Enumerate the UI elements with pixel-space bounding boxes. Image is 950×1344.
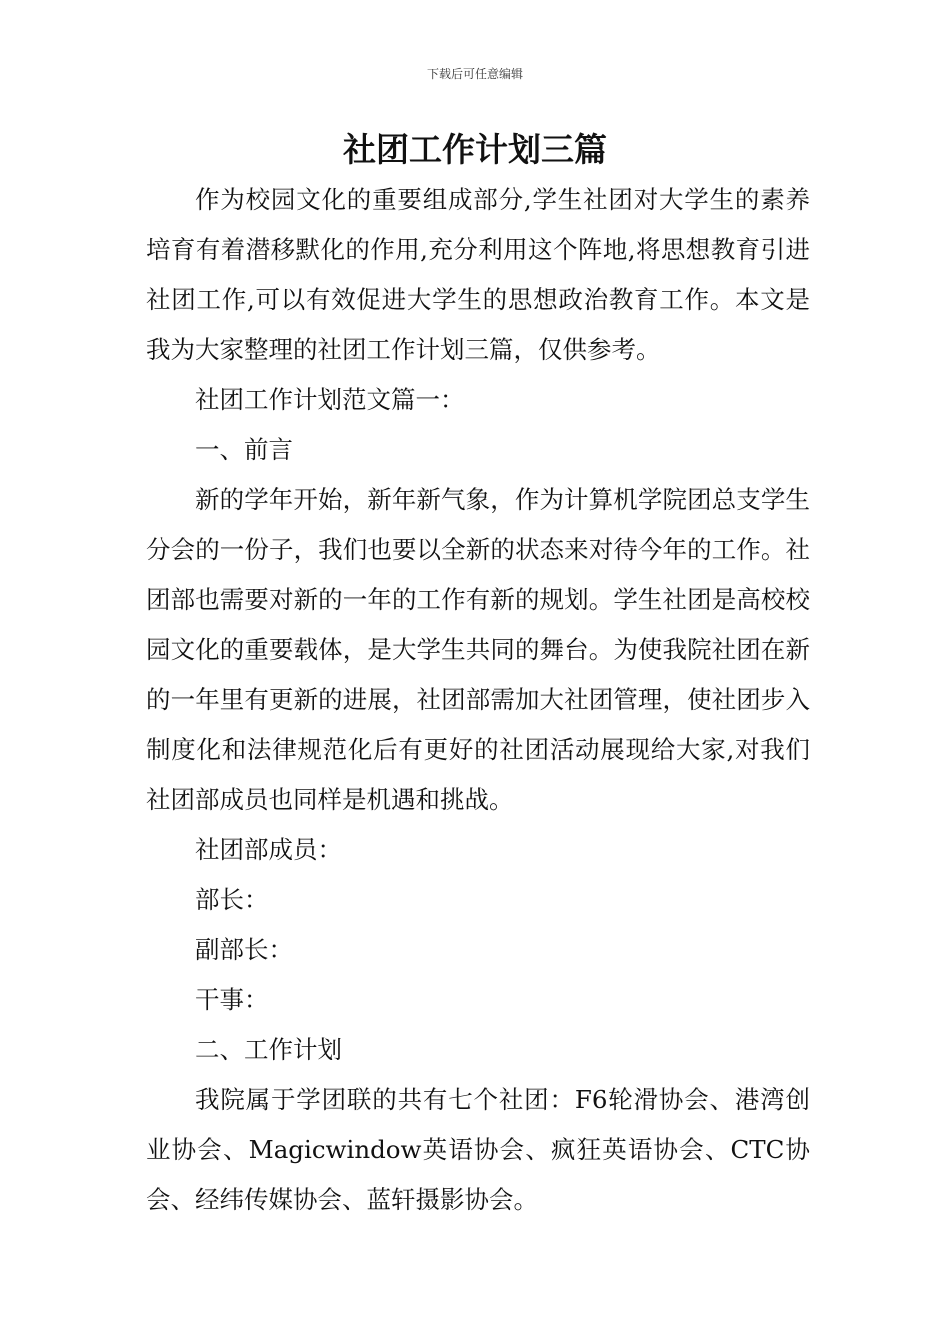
document-title: 社团工作计划三篇 xyxy=(343,130,607,169)
paragraph-clubs: 我院属于学团联的共有七个社团：F6轮滑协会、港湾创业协会、Magicwindow英语协会、疯狂英语协会、CTC协会、经纬传媒协会、蓝轩摄影协会。 xyxy=(146,1085,810,1214)
document-body xyxy=(146,175,810,1225)
paragraph-intro: 作为校园文化的重要组成部分,学生社团对大学生的素养培育有着潜移默化的作用,充分利用这个阵地,将思想教育引进社团工作,可以有效促进大学生的思想政治教育工作。本文是我为大家整理的社团工作计划三篇，仅供参考。 xyxy=(146,185,810,364)
paragraph-section-label: 社团工作计划范文篇一： xyxy=(195,385,465,414)
paragraph-preface: 新的学年开始，新年新气象，作为计算机学院团总支学生分会的一份子，我们也要以全新的状态来对待今年的工作。社团部也需要对新的一年的工作有新的规划。学生社团是高校校园文化的重要载体，是大学生共同的舞台。为使我院社团在新的一年里有更新的进展，社团部需加大社团管理，使社团步入制度化和法律规范化后有更好的社团活动展现给大家,对我们社团部成员也同样是机遇和挑战。 xyxy=(146,485,810,814)
label-staff: 干事： xyxy=(195,985,269,1014)
heading-preface: 一、前言 xyxy=(195,435,293,464)
label-minister: 部长： xyxy=(195,885,269,914)
label-vice-minister: 副部长： xyxy=(195,935,293,964)
heading-work-plan: 二、工作计划 xyxy=(195,1035,342,1064)
label-members: 社团部成员： xyxy=(195,835,342,864)
header-note: 下载后可任意编辑 xyxy=(426,67,523,81)
